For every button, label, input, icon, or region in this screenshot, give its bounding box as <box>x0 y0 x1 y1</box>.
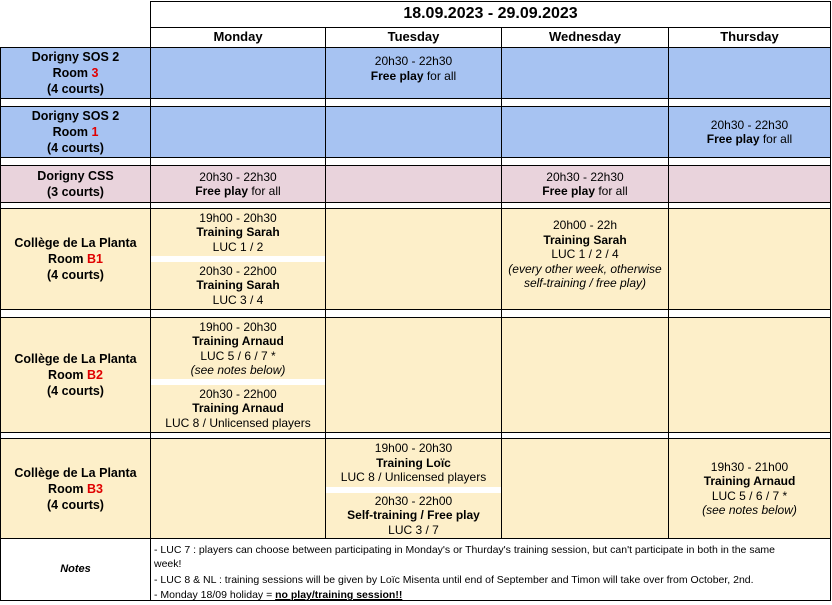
room-number: B1 <box>86 252 103 266</box>
session-time: 19h00 - 20h30 <box>199 319 277 334</box>
session-b1-monday-late <box>151 262 325 309</box>
session-title: Self-training / Free play <box>347 508 480 523</box>
day-header-monday <box>151 28 325 47</box>
location-planta-b1 <box>1 209 150 309</box>
day-label: Wednesday <box>548 29 621 45</box>
session-time: 20h30 - 22h30 <box>199 169 277 184</box>
room-number: 1 <box>91 125 99 139</box>
session-desc: Free play for all <box>195 184 281 198</box>
session-groups: LUC 5 / 6 / 7 * <box>711 488 788 503</box>
session-b3-tuesday-early <box>326 439 501 487</box>
location-courts: (4 courts) <box>47 141 104 155</box>
session-title: Training Sarah <box>196 278 280 293</box>
session-time: 19h00 - 20h30 <box>374 441 453 456</box>
location-name: Dorigny SOS 2 <box>31 109 120 123</box>
session-desc: Free play for all <box>370 68 457 83</box>
session-note: (see notes below) <box>702 503 797 517</box>
location-room: Room B1 <box>48 252 103 266</box>
grid-line <box>0 202 831 203</box>
session-time: 19h00 - 20h30 <box>199 210 277 225</box>
location-css <box>1 166 150 202</box>
session-sos2-room1-thursday <box>669 111 830 153</box>
location-planta-b3 <box>1 439 150 538</box>
room-number: 3 <box>91 66 99 80</box>
period-title <box>151 2 830 27</box>
session-b2-monday-late <box>151 385 325 432</box>
session-groups: LUC 8 / Unlicensed players <box>340 470 487 485</box>
grid-line <box>0 432 831 433</box>
session-b1-monday-early <box>151 209 325 256</box>
session-groups: LUC 1 / 2 / 4 <box>551 247 619 261</box>
day-header-wednesday <box>502 28 668 47</box>
location-name: Collège de La Planta <box>14 465 137 480</box>
day-label: Thursday <box>720 29 779 45</box>
session-time: 20h30 - 22h00 <box>199 386 277 401</box>
day-header-tuesday <box>326 28 501 47</box>
session-b1-wednesday <box>502 218 668 300</box>
location-name: Collège de La Planta <box>14 236 137 250</box>
day-label: Tuesday <box>387 29 440 45</box>
grid-line <box>0 98 831 99</box>
session-note: (every other week, otherwise <box>508 261 662 276</box>
location-planta-b2 <box>1 318 150 432</box>
location-room: Room B2 <box>48 368 103 382</box>
location-name: Collège de La Planta <box>14 352 137 366</box>
notes-label <box>1 539 150 600</box>
location-name: Dorigny CSS <box>37 169 114 183</box>
day-label: Monday <box>213 29 263 45</box>
location-name: Dorigny SOS 2 <box>31 50 120 64</box>
session-css-wednesday <box>502 166 668 202</box>
session-title: Training Loïc <box>376 455 451 470</box>
note-line: - LUC 7 : players can choose between participating in Monday's or Thurday's training session, but can't participate in both in the same <box>154 544 775 556</box>
session-time: 20h30 - 22h00 <box>199 263 277 278</box>
note-emphasis: no play/training session!! <box>275 589 403 601</box>
period-text: 18.09.2023 - 29.09.2023 <box>403 5 578 23</box>
session-sos2-room3-tuesday <box>326 54 501 94</box>
location-courts: (4 courts) <box>47 268 104 282</box>
session-time: 20h30 - 22h30 <box>374 54 453 68</box>
location-sos2-room3 <box>1 48 150 98</box>
session-b3-thursday <box>669 439 830 538</box>
notes-body <box>154 543 826 602</box>
session-note: self-training / free play) <box>523 276 647 290</box>
session-title: Training Arnaud <box>192 334 284 348</box>
location-room: Room B3 <box>48 481 103 496</box>
session-note: (see notes below) <box>190 363 286 377</box>
location-courts: (3 courts) <box>47 185 104 199</box>
session-css-monday <box>151 166 325 202</box>
session-groups: LUC 8 / Unlicensed players <box>165 415 311 430</box>
session-b3-tuesday-late <box>326 493 501 538</box>
session-desc: Free play for all <box>706 132 793 146</box>
location-courts: (4 courts) <box>47 497 104 512</box>
day-header-thursday <box>669 28 830 47</box>
grid-line <box>0 309 831 310</box>
session-groups: LUC 5 / 6 / 7 * <box>200 348 276 363</box>
notes-label-text: Notes <box>60 563 91 576</box>
session-title: Training Arnaud <box>192 401 284 416</box>
note-line: - LUC 8 & NL : training sessions will be given by Loïc Misenta until end of September and Timon will take over from October, 2nd. <box>154 574 754 586</box>
location-courts: (4 courts) <box>47 384 104 398</box>
session-title: Training Sarah <box>196 225 280 240</box>
room-number: B3 <box>86 481 103 496</box>
session-desc: Free play for all <box>542 184 628 198</box>
session-time: 20h30 - 22h30 <box>710 117 789 132</box>
session-title: Training Sarah <box>543 232 627 247</box>
room-number: B2 <box>86 368 103 382</box>
location-courts: (4 courts) <box>47 82 104 96</box>
session-groups: LUC 3 / 4 <box>212 292 264 307</box>
note-line: - Monday 18/09 holiday = no play/training session!! <box>154 589 403 601</box>
session-groups: LUC 3 / 7 <box>388 522 439 537</box>
note-line: week! <box>154 558 182 570</box>
grid-line <box>830 1 831 601</box>
session-time: 20h30 - 22h30 <box>546 169 624 184</box>
session-title: Training Arnaud <box>703 474 796 488</box>
session-time: 19h30 - 21h00 <box>710 459 789 474</box>
session-groups: LUC 1 / 2 <box>212 239 264 254</box>
session-time: 20h00 - 22h <box>552 218 618 232</box>
location-room: Room 3 <box>52 66 99 80</box>
location-sos2-room1 <box>1 107 150 157</box>
location-room: Room 1 <box>52 125 99 139</box>
session-b2-monday-early <box>151 318 325 379</box>
grid-line <box>0 157 831 158</box>
session-time: 20h30 - 22h00 <box>374 493 453 508</box>
